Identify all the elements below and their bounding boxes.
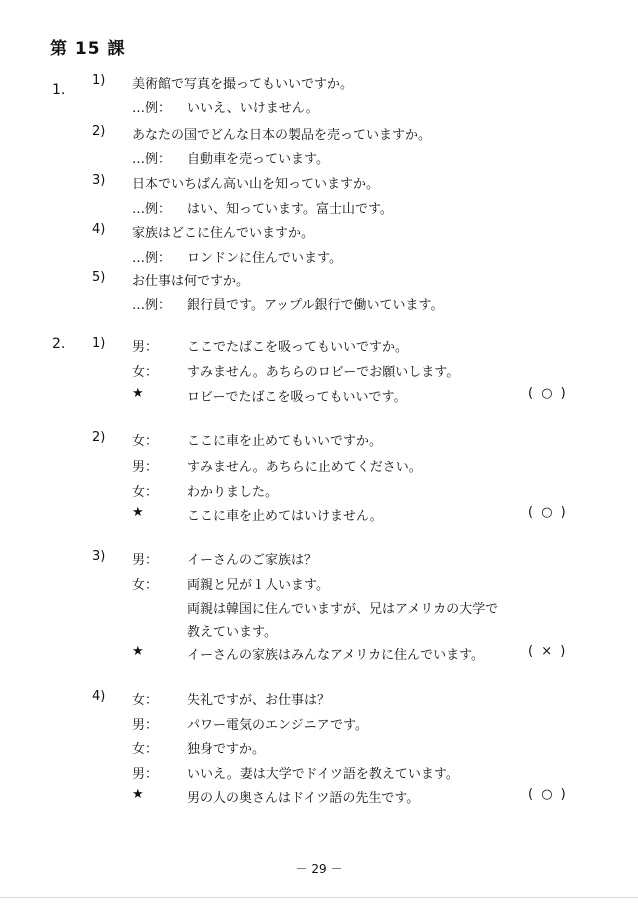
item-number: 2) [92,124,106,139]
example-lead: …例： [132,152,172,167]
utterance: 両親は韓国に住んでいますが、兄はアメリカの大学で [187,602,499,617]
speaker: 男： [132,718,159,733]
example-answer: いいえ、いけません。 [187,101,319,116]
example-answer: 自動車を売っています。 [187,152,329,167]
star-icon: ★ [132,386,144,401]
utterance: すみません。あちらのロビーでお願いします。 [187,365,460,380]
question-text: 家族はどこに住んでいますか。 [132,226,315,241]
utterance: イーさんのご家族は？ [187,553,318,568]
example-answer: はい、知っています。富士山です。 [187,202,393,217]
page-number: － 29 － [295,862,343,876]
utterance: 独身ですか。 [187,742,266,757]
example-lead: …例： [132,251,172,266]
speaker: 男： [132,340,159,355]
utterance: ここでたばこを吸ってもいいですか。 [187,340,409,355]
utterance: パワー電気のエンジニアです。 [187,718,369,733]
dialogue-number: 3) [92,549,106,564]
item-number: 1) [92,73,106,88]
example-answer: 銀行員です。アップル銀行で働いています。 [187,298,444,313]
question-text: 日本でいちばん高い山を知っていますか。 [132,177,380,192]
statement-text: 男の人の奥さんはドイツ語の先生です。 [187,791,420,806]
utterance: わかりました。 [187,485,279,500]
speaker: 男： [132,767,159,782]
dialogue-number: 4) [92,689,106,704]
page-bottom-divider [0,897,638,898]
speaker: 女： [132,693,159,708]
answer-mark: ( ○ ) [528,787,568,802]
utterance: ここに車を止めてもいいですか。 [187,434,383,449]
item-number: 5) [92,270,106,285]
example-answer: ロンドンに住んでいます。 [187,251,342,266]
answer-mark: ( ○ ) [528,386,568,401]
section-2-number: 2. [52,336,66,352]
utterance: 両親と兄が１人います。 [187,578,329,593]
star-icon: ★ [132,787,144,802]
answer-mark: ( × ) [528,644,568,659]
utterance: 失礼ですが、お仕事は？ [187,693,331,708]
utterance: いいえ。妻は大学でドイツ語を教えています。 [187,767,459,782]
speaker: 女： [132,742,159,757]
utterance: すみません。あちらに止めてください。 [187,460,422,475]
lesson-title: 第 15 課 [50,39,126,59]
example-lead: …例： [132,298,172,313]
question-text: お仕事は何ですか。 [132,274,250,289]
star-icon: ★ [132,505,144,520]
speaker: 女： [132,434,159,449]
speaker: 女： [132,365,159,380]
example-lead: …例： [132,101,172,116]
speaker: 男： [132,460,159,475]
dialogue-number: 1) [92,336,106,351]
item-number: 3) [92,173,106,188]
question-text: 美術館で写真を撮ってもいいですか。 [132,77,354,92]
utterance: 教えています。 [187,625,277,640]
item-number: 4) [92,222,106,237]
example-lead: …例： [132,202,172,217]
dialogue-number: 2) [92,430,106,445]
speaker: 女： [132,578,159,593]
answer-mark: ( ○ ) [528,505,568,520]
statement-text: ここに車を止めてはいけません。 [187,509,383,524]
section-1-number: 1. [52,82,66,98]
speaker: 男： [132,553,159,568]
question-text: あなたの国でどんな日本の製品を売っていますか。 [132,128,432,143]
speaker: 女： [132,485,159,500]
star-icon: ★ [132,644,144,659]
statement-text: ロビーでたばこを吸ってもいいです。 [187,390,407,405]
statement-text: イーさんの家族はみんなアメリカに住んでいます。 [187,648,485,663]
